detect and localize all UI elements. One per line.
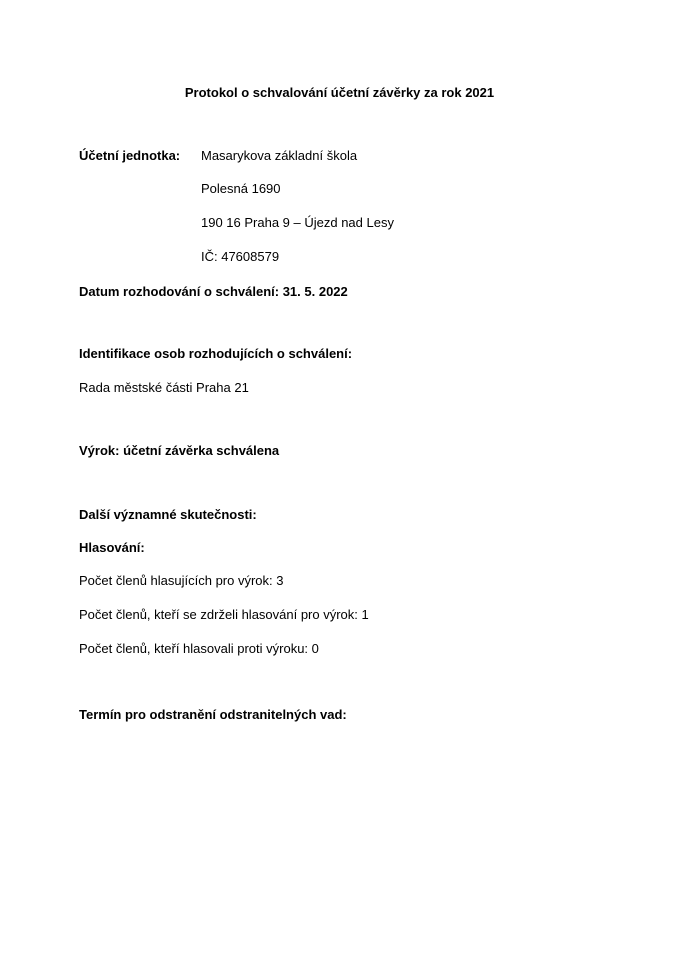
voting-for: Počet členů hlasujících pro výrok: 3 [79,573,284,588]
unit-ico: IČ: 47608579 [201,249,280,264]
voting-heading: Hlasování: [79,540,145,555]
decision-date: Datum rozhodování o schválení: 31. 5. 2022 [79,284,348,299]
identification-heading: Identifikace osob rozhodujících o schválení: [79,346,353,361]
unit-street: Polesná 1690 [201,181,281,196]
deadline-heading: Termín pro odstranění odstranitelných vad: [79,707,347,722]
unit-city: 190 16 Praha 9 – Újezd nad Lesy [201,215,394,230]
identification-value: Rada městské části Praha 21 [79,380,249,395]
other-facts-heading: Další významné skutečnosti: [79,507,257,522]
voting-against: Počet členů, kteří hlasovali proti výroku: 0 [79,641,319,656]
document-title: Protokol o schvalování účetní závěrky za rok 2021 [184,85,495,100]
unit-name: Masarykova základní škola [201,148,358,163]
verdict: Výrok: účetní závěrka schválena [79,443,280,458]
unit-label: Účetní jednotka: [79,148,181,163]
voting-abstained: Počet členů, kteří se zdrželi hlasování pro výrok: 1 [79,607,369,622]
